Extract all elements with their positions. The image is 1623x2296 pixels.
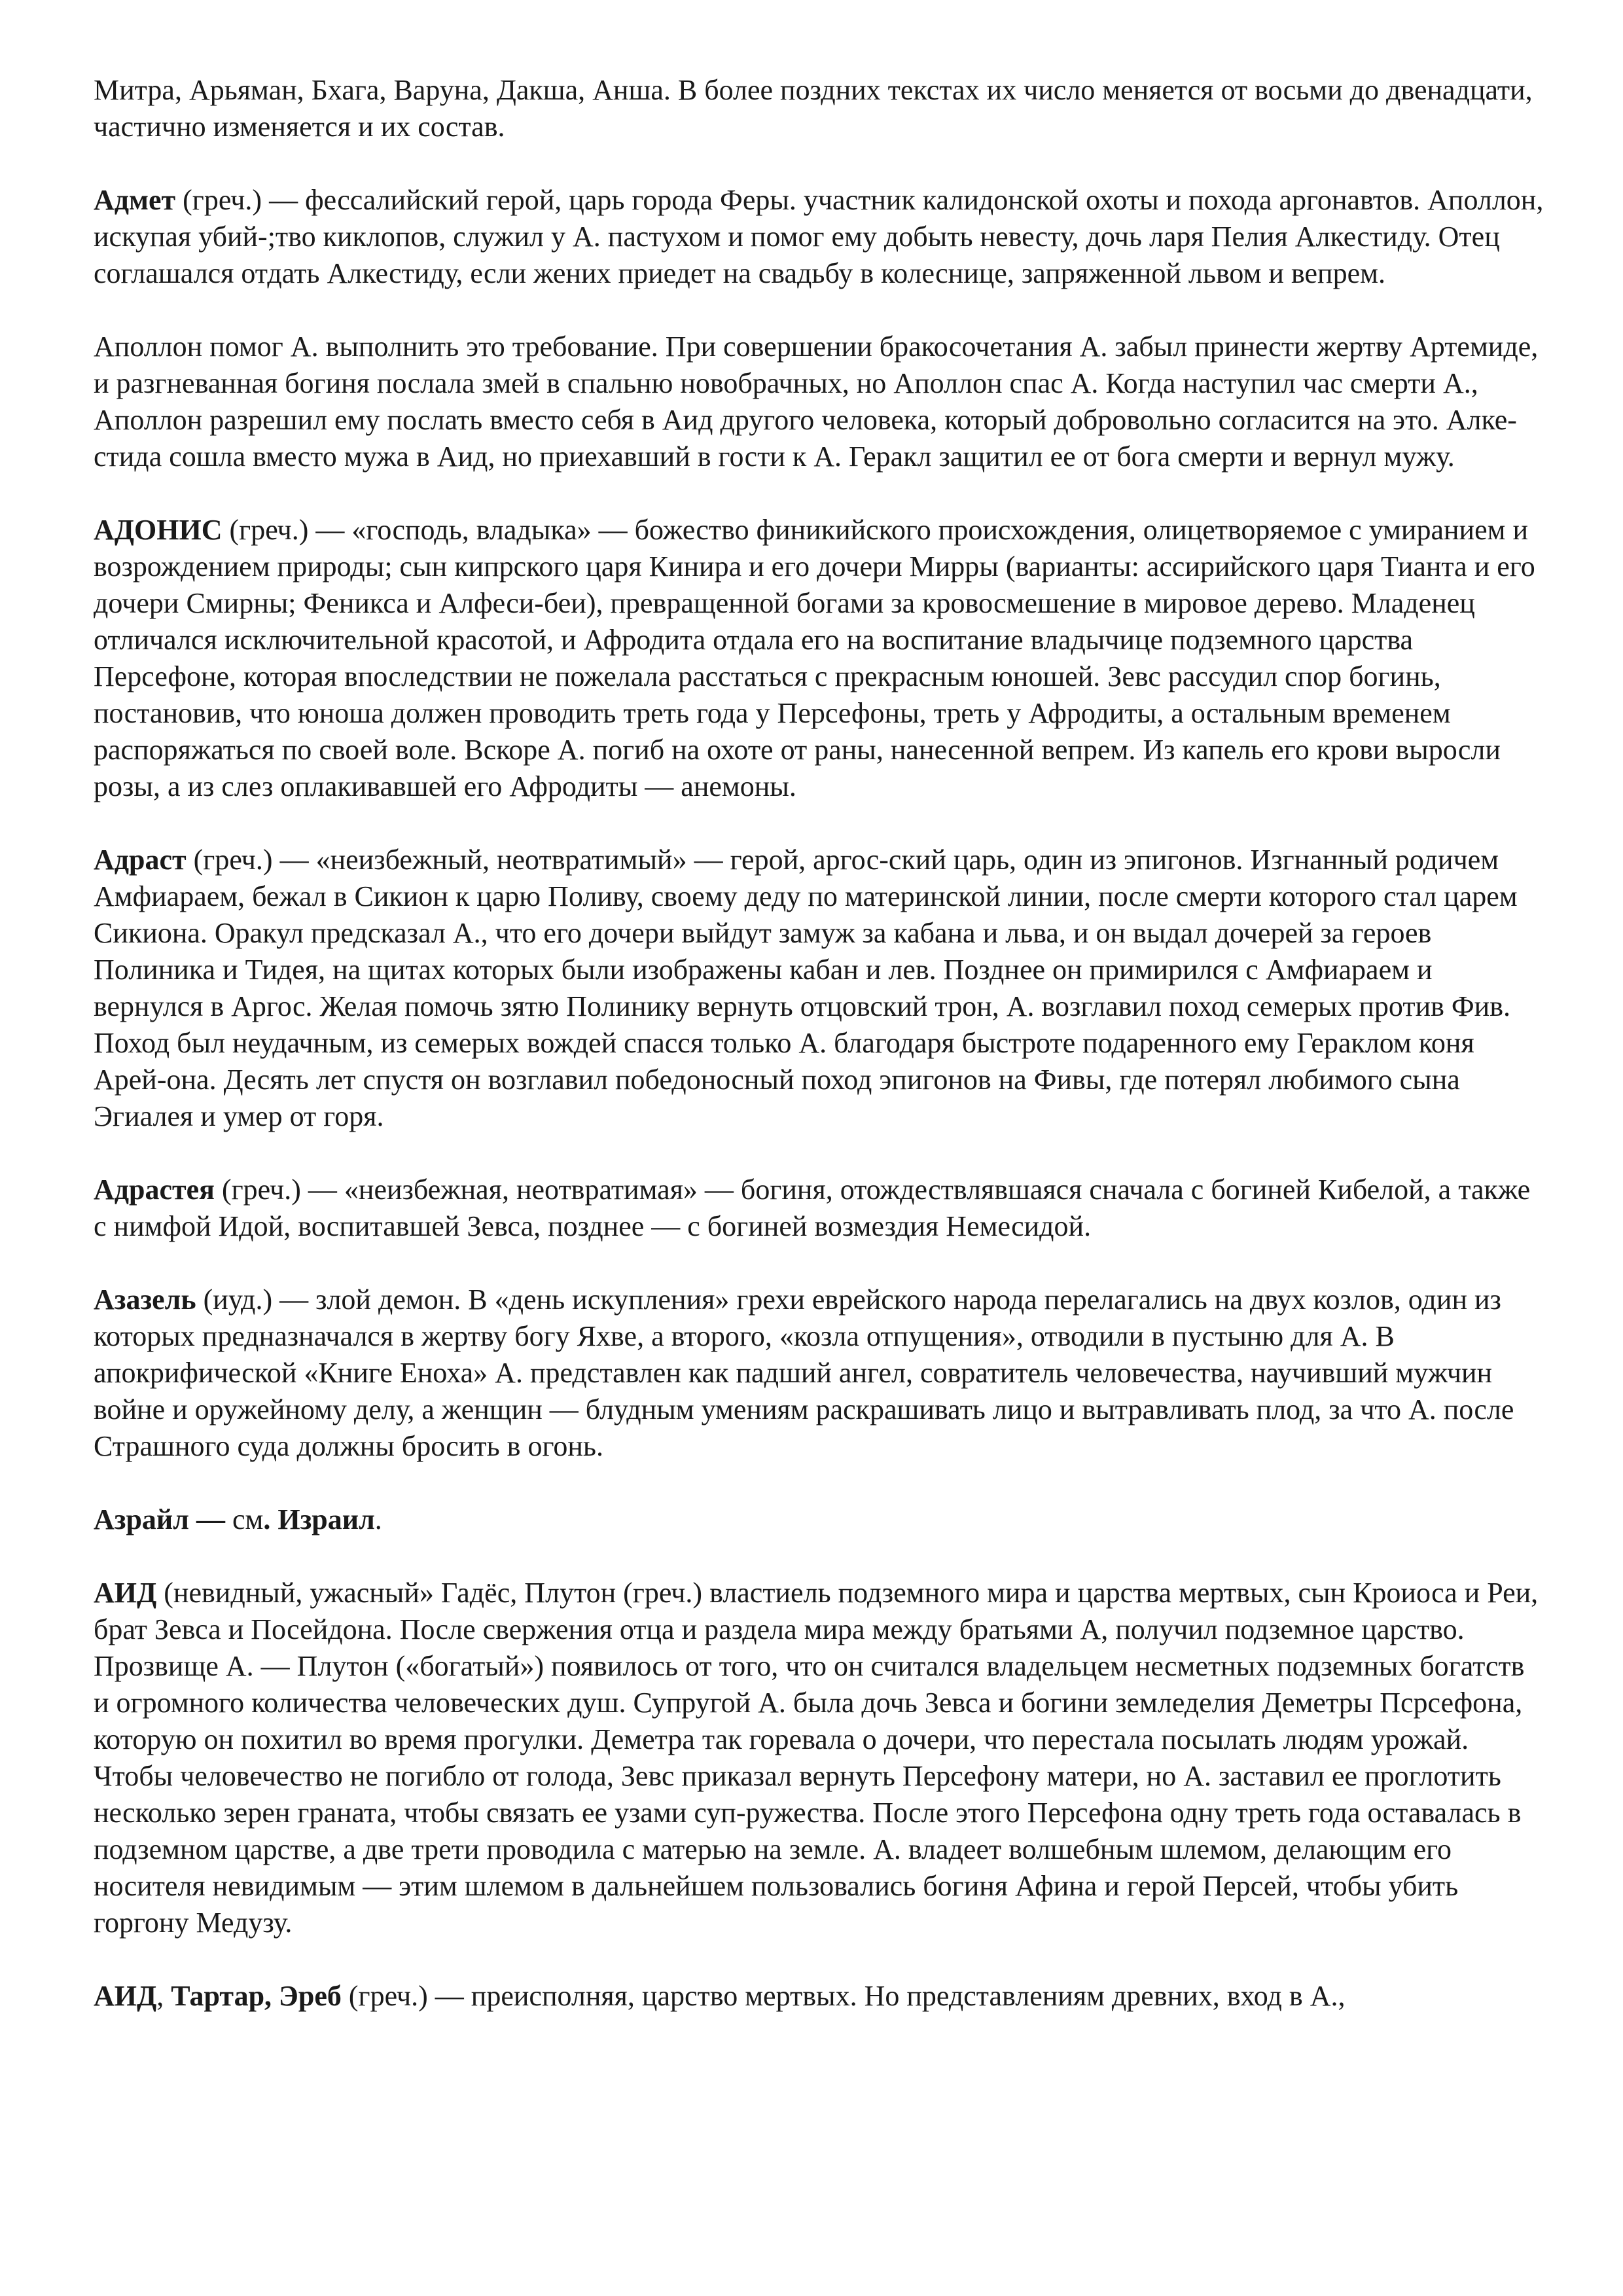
dictionary-entry — [94, 842, 1544, 1135]
entry-headword: Тартар, Эреб — [171, 1980, 342, 2012]
dictionary-entry — [94, 1172, 1544, 1245]
entry-text: , — [156, 1980, 171, 2012]
entry-text: Митра, Арьяман, Бхага, Варуна, Дакша, Анша. В более поздних текстах их число меняется от восьми до двенадцати, частично изменяется и их состав. — [94, 74, 1533, 143]
entry-paragraph — [94, 1501, 1544, 1538]
entry-headword: . Израил — [263, 1503, 375, 1535]
dictionary-entry — [94, 72, 1544, 145]
entry-headword: АИД — [94, 1577, 157, 1609]
dictionary-entry — [94, 1978, 1544, 2015]
entry-paragraph — [94, 1282, 1544, 1465]
dictionary-entry — [94, 512, 1544, 805]
entry-paragraph — [94, 72, 1544, 145]
entry-headword: Адраст — [94, 844, 187, 876]
entry-headword: Азазель — [94, 1283, 196, 1316]
dictionary-entry — [94, 1575, 1544, 1941]
dictionary-entry — [94, 1282, 1544, 1465]
entry-headword: Азрайл — — [94, 1503, 232, 1535]
entry-paragraph — [94, 1978, 1544, 2015]
entry-paragraph — [94, 512, 1544, 805]
entry-text: (греч.) — фессалийский герой, царь города Феры. участник калидонской охоты и похода аргонавтов. Аполлон, искупая убий-;тво киклопов, служил у А. пастухом и помог ему добыть невесту, дочь ларя Пелия Алкестиду. Отец соглашался отдать Алкестиду, если жених приедет на свадьбу в колеснице, запряженной львом и вепрем. — [94, 184, 1544, 289]
entry-paragraph — [94, 1172, 1544, 1245]
entry-text: (невидный, ужасный» Гадёс, Плутон (греч.) властиель подземного мира и царства мертвых, сын Кроиоса и Реи, брат Зевса и Посейдона. После свержения отца и раздела мира между братьями А, получил подземное царство. Прозвище А. — Плутон («богатый») появилось от того, что он считался владельцем несметных подземных богатств и огромного количества человеческих душ. Супругой А. была дочь Зевса и богини земледелия Деметры Пcрсефона, которую он похитил во время прогулки. Деметра так горевала о дочери, что перестала посылать людям урожай. Чтобы человечество не погибло от голода, Зевс приказал вернуть Персефону матери, но А. заставил ее проглотить несколько зерен граната, чтобы связать ее узами суп-ружества. После этого Персефона одну треть года оставалась в подземном царстве, а две трети проводила с матерью на земле. А. владеет волшебным шлемом, делающим его носителя невидимым — этим шлемом в дальнейшем пользовались богиня Афина и герой Персей, чтобы убить горгону Медузу. — [94, 1577, 1539, 1939]
entry-paragraph — [94, 842, 1544, 1135]
entry-text: (иуд.) — злой демон. В «день искупления» грехи еврейского народа перелагались на двух козлов, один из которых предназначался в жертву богу Яхве, а второго, «козла отпущения», отводили в пустыню для А. В апокрифической «Книге Еноха» А. представлен как падший ангел, совратитель человечества, научивший мужчин войне и оружейному делу, а женщин — блудным умениям раскрашивать лицо и вытравливать плод, за что А. после Страшного суда должны бросить в огонь. — [94, 1283, 1514, 1462]
entry-headword: Адрастея — [94, 1174, 215, 1206]
entry-text: Аполлон помог А. выполнить это требование. При совершении бракосочетания А. забыл принести жертву Артемиде, и разгневанная богиня послала змей в спальню новобрачных, но Аполлон спас А. Когда наступил час смерти А., Аполлон разрешил ему послать вместо себя в Аид другого человека, который добровольно согласится на это. Алке-стида сошла вместо мужа в Аид, но приехавший в гости к А. Геракл защитил ее от бога смерти и вернул мужу. — [94, 331, 1539, 473]
entry-headword: АИД — [94, 1980, 157, 2012]
entry-paragraph — [94, 182, 1544, 292]
dictionary-entry — [94, 1501, 1544, 1538]
document-body — [94, 72, 1544, 2015]
entry-paragraph — [94, 1575, 1544, 1941]
entry-text: см — [232, 1503, 264, 1535]
entry-paragraph — [94, 329, 1544, 475]
entry-text: (греч.) — преисполняя, царство мертвых. Но представлениям древних, вход в А., — [341, 1980, 1346, 2012]
entry-text: (греч.) — «господь, владыка» — божество финикийского происхождения, олицетворяемое с умиранием и возрождением природы; сын кипрского царя Кинира и его дочери Мирры (варианты: ассирийского царя Тианта и его дочери Смирны; Феникса и Алфеси-беи), превращенной богами за кровосмешение в мировое дерево. Младенец отличался исключительной красотой, и Афродита отдала его на воспитание владычице подземного царства Персефоне, которая впоследствии не пожелала расстаться с прекрасным юношей. Зевс рассудил спор богинь, постановив, что юноша должен проводить треть года у Персефоны, треть у Афродиты, а остальным временем распоряжаться по своей воле. Вскоре А. погиб на охоте от раны, нанесенной вепрем. Из капель его крови выросли розы, а из слез оплакивавшей его Афродиты — анемоны. — [94, 514, 1535, 802]
dictionary-entry — [94, 182, 1544, 475]
entry-text: (греч.) — «неизбежная, неотвратимая» — богиня, отождествлявшаяся сначала с богиней Кибелой, а также с нимфой Идой, воспитавшей Зевса, позднее — с богиней возмездия Немесидой. — [94, 1174, 1531, 1242]
entry-text: . — [374, 1503, 382, 1535]
entry-text: (греч.) — «неизбежный, неотвратимый» — герой, аргос-ский царь, один из эпигонов. Изгнанный родичем Амфиараем, бежал в Сикион к царю Поливу, своему деду по материнской линии, после смерти которого стал царем Сикиона. Оракул предсказал А., что его дочери выйдут замуж за кабана и льва, и он выдал дочерей за героев Полиника и Тидея, на щитах которых были изображены кабан и лев. Позднее он примирился с Амфиараем и вернулся в Аргос. Желая помочь зятю Полинику вернуть отцовский трон, А. возглавил поход семерых против Фив. Поход был неудачным, из семерых вождей спасся только А. благодаря быстроте подаренного ему Гераклом коня Арей-она. Десять лет спустя он возглавил победоносный поход эпигонов на Фивы, где потерял любимого сына Эгиалея и умер от горя. — [94, 844, 1518, 1132]
entry-headword: Адмет — [94, 184, 176, 216]
entry-headword: АДОНИС — [94, 514, 223, 546]
